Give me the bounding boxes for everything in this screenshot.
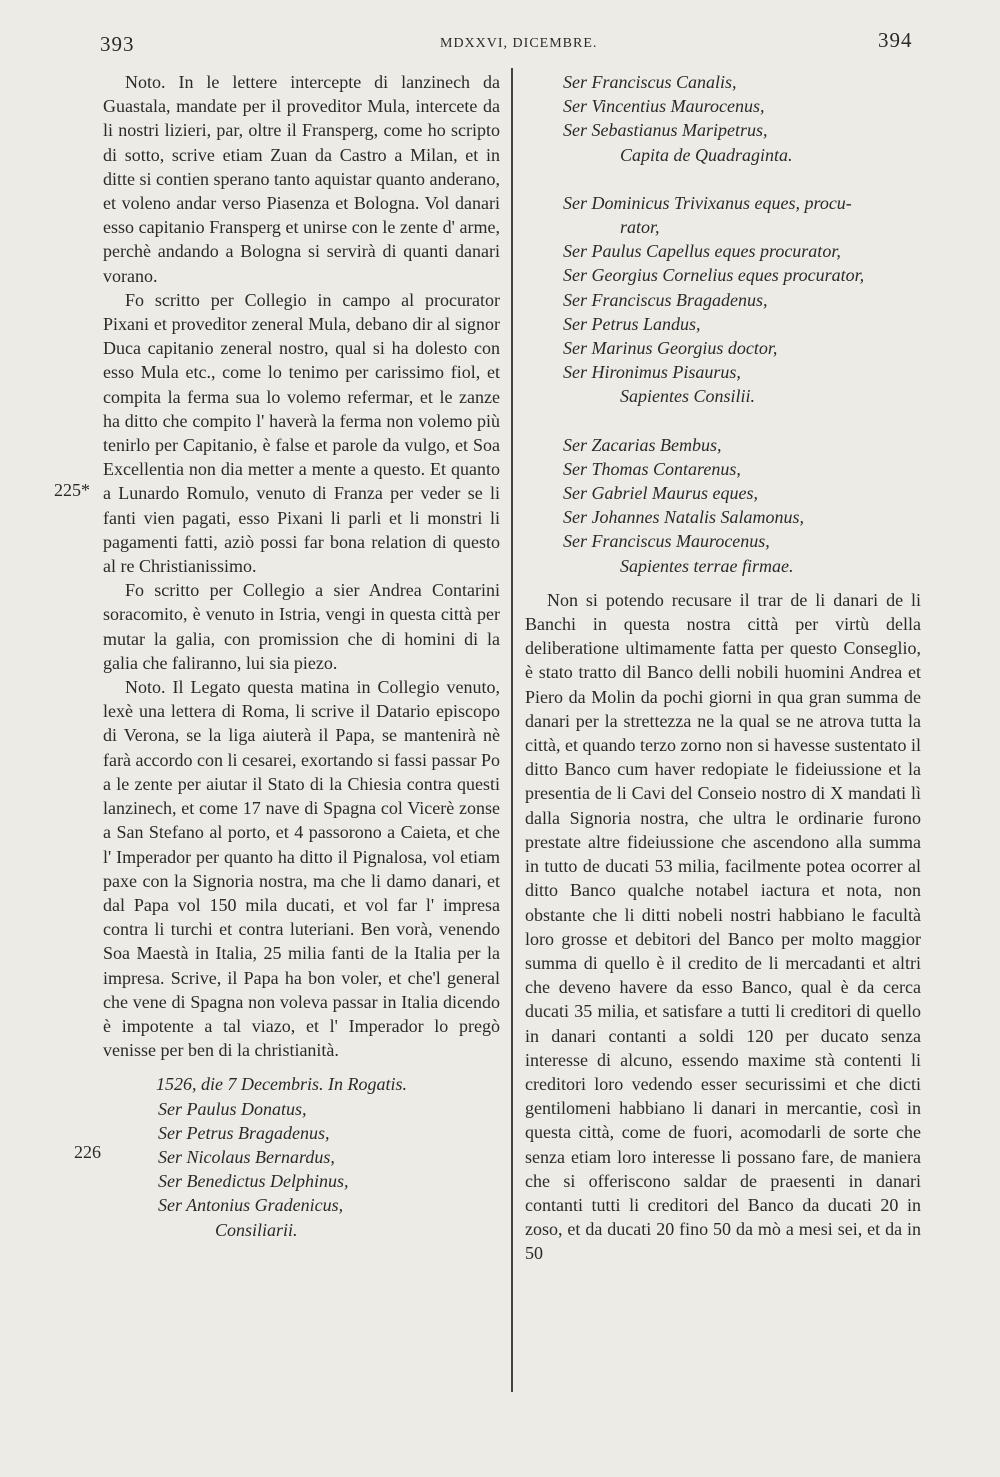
capita-list — [525, 70, 921, 167]
paragraph-pixani: Fo scritto per Collegio in campo al procurator Pixani et proveditor zeneral Mula, debano dir al signor Duca capitanio zeneral nostro, qual si ha dolesto con esso Mula etc., come lo tenimo per carissimo fiol, et compita la ferma sua lo volemo refermar, et le zanze ha ditto che compito l' haverà la ferma non volemo più tenirlo per Capitanio, è false et parole da vulgo, et Soa Excellentia non dia metter a mente a questo. Et quanto a Lunardo Romulo, venuto di Franza per veder se li fanti vien pagati, esso Pixani li parli et li monstri li pagamenti fatti, aziò possi far bona relation di questo al re Christianissimo. — [103, 289, 500, 577]
right-column — [525, 70, 921, 1266]
list-item: Ser Zacarias Bembus, — [563, 434, 722, 455]
running-head: MDXXVI, DICEMBRE. — [440, 36, 598, 51]
list-item: Ser Sebastianus Maripetrus, — [563, 120, 768, 141]
page-number-right: 394 — [878, 28, 913, 52]
list-item: Ser Gabriel Maurus eques, — [563, 483, 758, 504]
list-label: Sapientes Consilii. — [620, 386, 755, 407]
left-column — [103, 70, 500, 1242]
consiliarii-list — [103, 1097, 500, 1242]
margin-number-225: 225* — [54, 480, 90, 500]
page-number-left: 393 — [100, 32, 135, 56]
margin-number-226: 226 — [74, 1142, 101, 1162]
list-item: Ser Dominicus Trivixanus eques, procu- — [563, 192, 852, 213]
list-item: Ser Paulus Capellus eques procurator, — [563, 241, 841, 262]
list-item: Ser Antonius Gradenicus, — [158, 1195, 344, 1216]
list-item: Ser Benedictus Delphinus, — [158, 1171, 349, 1192]
paragraph-banco-molin: Non si potendo recusare il trar de li danari de li Banchi in questa nostra città per virtù della deliberatione ultimamente fatta per questo Conseglio, è stato tratto dil Banco delli nobili huomini Andrea et Piero da Molin da pochi giorni in qua gran summa de danari per la strettezza ne la qual se ne atrova tutta la città, et quando terzo zorno non si havesse sustentato il ditto Banco cum haver redopiate le fideiussione et la presentia de li Cavi del Conseio nostro di X mandati lì dalla Signoria nostra, che ultra le ordinarie furono prestate altre fideiussione che ascendono alla summa in tutto de ducati 53 milia, facilmente potea ocorrer al ditto Banco qualche notabel iactura et nota, non obstante che li ditti nobeli nostri habbiano le facultà loro grosse et debitori del Banco per molto maggior summa di quello è il credito de li mercadanti et altri che deveno havere da esso Banco, qual è da cerca ducati 35 milia, et satisfare a tutti li creditori di quello in danari contanti a soldi 120 per ducato senza interesse di alcuno, essendo maxime stà contenti li creditori loro vedendo esser securissimi et che dicti gentilomeni habbiano li danari in mercantie, così in questa città, come de fuori, acomodarli de sorte che senza etiam loro interesse li possano fare, de maniera che si offeriscono saldar de praesenti in danari contanti tutti li creditori del Banco da ducati 20 in zoso, et da ducati 20 fino 50 da mò a mesi sei, et da in 50 — [525, 589, 921, 1264]
list-item: Ser Georgius Cornelius eques procurator, — [563, 265, 865, 286]
list-label: Capita de Quadraginta. — [620, 144, 793, 165]
paragraph-contarini: Fo scritto per Collegio a sier Andrea Contarini soracomito, è venuto in Istria, vengi in questa città per mutar la galia, con promission che di homini di la galia che faliranno, lui sia piezo. — [103, 580, 500, 673]
list-label: Sapientes terrae firmae. — [620, 555, 794, 576]
list-item: rator, — [620, 217, 660, 238]
list-item: Ser Thomas Contarenus, — [563, 458, 741, 479]
dateline: 1526, die 7 Decembris. In Rogatis. — [156, 1074, 407, 1095]
paragraph-noto-lanzinech: Noto. In le lettere intercepte di lanzinech da Guastala, mandate per il proveditor Mula, intercete da li nostri lizieri, par, oltre il Fransperg, come ho scripto di sotto, scrive etiam Zuan da Castro a Milan, et in ditte si contien sperano tanto aquistar quanto anderano, et voleno andar verso Piasenza et Bologna. Vol danari esso capitanio Fransperg et unirse con le zente d' arme, perchè andando a Bologna si servirà di quanti danari vorano. — [103, 72, 500, 286]
sapientes-consilii-list — [525, 191, 921, 409]
list-item: Ser Petrus Bragadenus, — [158, 1122, 330, 1143]
list-item: Ser Nicolaus Bernardus, — [158, 1146, 335, 1167]
list-item: Ser Franciscus Canalis, — [563, 72, 737, 92]
list-item: Ser Franciscus Maurocenus, — [563, 531, 770, 552]
page-header — [0, 28, 1000, 62]
column-divider — [511, 68, 513, 1392]
list-item: Ser Petrus Landus, — [563, 313, 701, 334]
list-item: Ser Paulus Donatus, — [158, 1098, 307, 1119]
sapientes-terrae-firmae-list — [525, 433, 921, 578]
list-item: Ser Marinus Georgius doctor, — [563, 338, 778, 359]
list-item: Ser Johannes Natalis Salamonus, — [563, 507, 804, 528]
list-item: Ser Vincentius Maurocenus, — [563, 96, 765, 117]
list-label: Consiliarii. — [215, 1219, 298, 1240]
list-item: Ser Hironimus Pisaurus, — [563, 362, 741, 383]
list-item: Ser Franciscus Bragadenus, — [563, 289, 768, 310]
paragraph-legato: Noto. Il Legato questa matina in Collegio venuto, lexè una lettera di Roma, li scrive il Datario episcopo di Verona, se la liga aiuterà il Papa, se mantenirà nè farà accordo con li cesarei, exortando si fassi passar Po a le zente per aiutar il Stato di la Chiesia contra questi lanzinech, et come 17 nave di Spagna col Vicerè zonse a San Stefano al porto, et 4 passorono a Caieta, et che l' Imperador per quanto ha ditto il Pignalosa, vol etiam paxe con la Signoria nostra, ma che li damo danari, et dal Papa vol 150 mila ducati, et vol far l' impresa contra li turchi et contra luteriani. Ben vorà, venendo Soa Maestà in Italia, 25 milia fanti de la Italia per la impresa. Scrive, il Papa ha bon voler, et che'l general che vene di Spagna non voleva passar in Italia dicendo è impotente a tal viazo, et l' Imperador lo pregò venisse per ben di la christianità. — [103, 677, 500, 1061]
